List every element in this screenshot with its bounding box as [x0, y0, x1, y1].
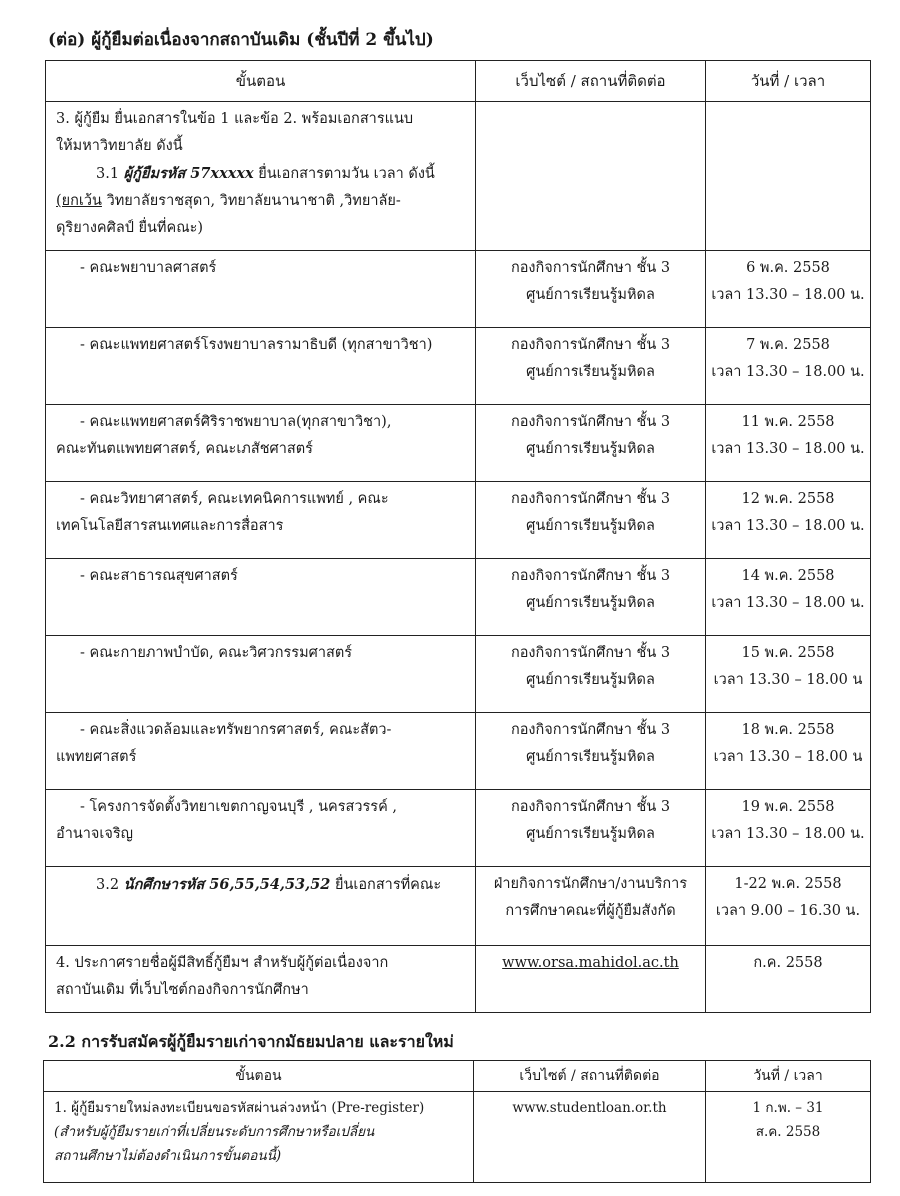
- row-place-line1: กองกิจการนักศึกษา ชั้น 3: [510, 799, 671, 815]
- step3-place-cell: [476, 102, 706, 251]
- row-time: เวลา 13.30 – 18.00 น.: [711, 287, 865, 303]
- schedule-table-new-borrowers: [43, 1060, 871, 1183]
- row-date: 12 พ.ค. 2558: [741, 491, 835, 507]
- table-row: [46, 636, 871, 713]
- row-time: เวลา 13.30 – 18.00 น: [713, 672, 863, 688]
- step3-line1: 3. ผู้กู้ยืม ยื่นเอกสารในข้อ 1 และข้อ 2. พร้อมเอกสารแนบ: [56, 111, 414, 127]
- row-place-line2: ศูนย์การเรียนรู้มหิดล: [526, 672, 655, 688]
- table-header-row: [46, 61, 871, 102]
- new-step1-date-line1: 1 ก.พ. – 31: [752, 1100, 824, 1116]
- new-step1-line2: (สำหรับผู้กู้ยืมรายเก่าที่เปลี่ยนระดับการศึกษาหรือเปลี่ยน: [54, 1124, 375, 1140]
- step32-place-line1: ฝ่ายกิจการนักศึกษา/งานบริการ: [493, 876, 688, 892]
- step32-time: เวลา 9.00 – 16.30 น.: [715, 903, 861, 919]
- step31-bold: ผู้กู้ยืมรหัส 57xxxxx: [123, 165, 254, 182]
- row-time: เวลา 13.30 – 18.00 น.: [711, 364, 865, 380]
- row-time: เวลา 13.30 – 18.00 น.: [711, 518, 865, 534]
- step32-rest: ยื่นเอกสารที่คณะ: [334, 877, 442, 893]
- header-step: ขั้นตอน: [46, 61, 476, 102]
- row-place-line2: ศูนย์การเรียนรู้มหิดล: [526, 441, 655, 457]
- row-place-line2: ศูนย์การเรียนรู้มหิดล: [526, 518, 655, 534]
- new-step1-date-line2: ส.ค. 2558: [755, 1124, 821, 1140]
- row-time: เวลา 13.30 – 18.00 น.: [711, 595, 865, 611]
- table-row-step3: [46, 102, 871, 251]
- row-date: 7 พ.ค. 2558: [746, 337, 830, 353]
- row-place-line1: กองกิจการนักศึกษา ชั้น 3: [510, 414, 671, 430]
- row-step-line1: - โครงการจัดตั้งวิทยาเขตกาญจนบุรี , นครสวรรค์ ,: [80, 799, 397, 815]
- table-row: [46, 482, 871, 559]
- row-date: 19 พ.ค. 2558: [741, 799, 835, 815]
- table-row: [46, 251, 871, 328]
- row-step-line1: - คณะแพทยศาสตร์โรงพยาบาลรามาธิบดี (ทุกสาขาวิชา): [80, 337, 433, 353]
- row-date: 14 พ.ค. 2558: [741, 568, 835, 584]
- table-row-new-step1: [44, 1092, 871, 1183]
- header-date: วันที่ / เวลา: [706, 1061, 871, 1092]
- header-place: เว็บไซต์ / สถานที่ติดต่อ: [476, 61, 706, 102]
- header-place: เว็บไซต์ / สถานที่ติดต่อ: [474, 1061, 706, 1092]
- table-row: [46, 559, 871, 636]
- row-step-line2: เทคโนโลยีสารสนเทศและการสื่อสาร: [56, 518, 284, 534]
- row-time: เวลา 13.30 – 18.00 น.: [711, 826, 865, 842]
- row-step-line1: - คณะพยาบาลศาสตร์: [80, 260, 217, 276]
- header-date: วันที่ / เวลา: [706, 61, 871, 102]
- step31-except: (ยกเว้น: [56, 193, 102, 209]
- row-date: 6 พ.ค. 2558: [746, 260, 830, 276]
- row-step-line2: อำนาจเจริญ: [56, 826, 133, 842]
- row-place-line2: ศูนย์การเรียนรู้มหิดล: [526, 595, 655, 611]
- step31-except-line: [56, 188, 469, 215]
- step32-bold: นักศึกษารหัส 56,55,54,53,52: [123, 876, 331, 893]
- step31-prefix: 3.1: [96, 166, 120, 182]
- step31-rest: ยื่นเอกสารตามวัน เวลา ดังนี้: [258, 166, 435, 182]
- step3-cell: [46, 102, 476, 251]
- section-heading-2-2: 2.2 การรับสมัครผู้กู้ยืมรายเก่าจากมัธยมปลาย และรายใหม่: [48, 1032, 454, 1051]
- orsa-website-link[interactable]: www.orsa.mahidol.ac.th: [502, 955, 679, 971]
- header-step: ขั้นตอน: [44, 1061, 474, 1092]
- step4-date: ก.ค. 2558: [753, 955, 823, 971]
- step4-line2: สถาบันเดิม ที่เว็บไซต์กองกิจการนักศึกษา: [56, 982, 309, 998]
- row-place-line1: กองกิจการนักศึกษา ชั้น 3: [510, 260, 671, 276]
- row-step-line1: - คณะสิ่งแวดล้อมและทรัพยากรศาสตร์, คณะสัตว-: [80, 722, 392, 738]
- new-step1-line1: 1. ผู้กู้ยืมรายใหม่ลงทะเบียนขอรหัสผ่านล่วงหน้า (Pre-register): [54, 1100, 425, 1116]
- table-row: [46, 790, 871, 867]
- row-step-line1: - คณะแพทยศาสตร์ศิริราชพยาบาล(ทุกสาขาวิชา),: [80, 414, 392, 430]
- section-heading-continued: (ต่อ) ผู้กู้ยืมต่อเนื่องจากสถาบันเดิม (ชั้นปีที่ 2 ขึ้นไป): [48, 30, 434, 50]
- row-place-line2: ศูนย์การเรียนรู้มหิดล: [526, 749, 655, 765]
- row-step-line1: - คณะวิทยาศาสตร์, คณะเทคนิคการแพทย์ , คณะ: [80, 491, 389, 507]
- row-date: 18 พ.ค. 2558: [741, 722, 835, 738]
- new-step1-line3: สถานศึกษาไม่ต้องดำเนินการขั้นตอนนี้): [54, 1148, 282, 1164]
- row-place-line1: กองกิจการนักศึกษา ชั้น 3: [510, 491, 671, 507]
- row-time: เวลา 13.30 – 18.00 น: [713, 749, 863, 765]
- step31-except-rest: วิทยาลัยราชสุดา, วิทยาลัยนานาชาติ ,วิทยาลัย-: [106, 193, 401, 209]
- step31-line3: ดุริยางคศิลป์ ยื่นที่คณะ): [56, 220, 204, 236]
- row-place-line1: กองกิจการนักศึกษา ชั้น 3: [510, 568, 671, 584]
- row-place-line1: กองกิจการนักศึกษา ชั้น 3: [510, 645, 671, 661]
- schedule-table-continued: [45, 60, 871, 1013]
- step32-place-line2: การศึกษาคณะที่ผู้กู้ยืมสังกัด: [505, 903, 676, 919]
- row-place-line2: ศูนย์การเรียนรู้มหิดล: [526, 826, 655, 842]
- step4-line1: 4. ประกาศรายชื่อผู้มีสิทธิ์กู้ยืมฯ สำหรับผู้กู้ต่อเนื่องจาก: [56, 955, 389, 971]
- step32-prefix: 3.2: [96, 877, 120, 893]
- row-date: 15 พ.ค. 2558: [741, 645, 835, 661]
- table-row: [46, 405, 871, 482]
- table-header-row: [44, 1061, 871, 1092]
- row-step-line1: - คณะสาธารณสุขศาสตร์: [80, 568, 238, 584]
- step3-line2: ให้มหาวิทยาลัย ดังนี้: [56, 138, 183, 154]
- row-time: เวลา 13.30 – 18.00 น.: [711, 441, 865, 457]
- step31-line: [56, 160, 469, 188]
- studentloan-website-link[interactable]: www.studentloan.or.th: [512, 1100, 667, 1116]
- step32-date: 1-22 พ.ค. 2558: [734, 876, 842, 892]
- table-row-step4: [46, 946, 871, 1013]
- row-place-line1: กองกิจการนักศึกษา ชั้น 3: [510, 337, 671, 353]
- row-date: 11 พ.ค. 2558: [741, 414, 835, 430]
- table-row-step32: [46, 867, 871, 946]
- row-step-line2: คณะทันตแพทยศาสตร์, คณะเภสัชศาสตร์: [56, 441, 313, 457]
- row-step-line2: แพทยศาสตร์: [56, 749, 137, 765]
- row-place-line2: ศูนย์การเรียนรู้มหิดล: [526, 287, 655, 303]
- row-place-line1: กองกิจการนักศึกษา ชั้น 3: [510, 722, 671, 738]
- step3-date-cell: [706, 102, 871, 251]
- table-row: [46, 713, 871, 790]
- row-place-line2: ศูนย์การเรียนรู้มหิดล: [526, 364, 655, 380]
- table-row: [46, 328, 871, 405]
- row-step-line1: - คณะกายภาพบำบัด, คณะวิศวกรรมศาสตร์: [80, 645, 353, 661]
